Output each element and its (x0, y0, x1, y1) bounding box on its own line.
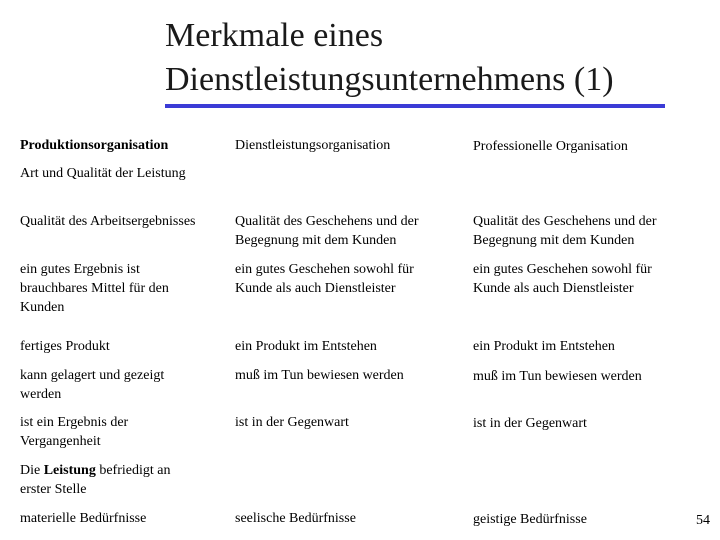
title-line-1: Merkmale eines (165, 17, 384, 54)
row-2-professionell: ein gutes Geschehen sowohl für Kunde als auch Dienstleister (473, 262, 652, 296)
section2-bold-word: Leistung (43, 463, 96, 478)
page-number: 54 (696, 513, 710, 528)
slide-title (165, 14, 614, 102)
section-label-leistung-befriedigt (20, 461, 200, 499)
title-underline (165, 104, 665, 108)
section2-prefix: Die (20, 463, 44, 478)
row-4-dienstleistung: muß im Tun bewiesen werden (235, 368, 404, 383)
row-4-professionell: muß im Tun bewiesen werden (473, 369, 642, 384)
row-2-dienstleistung: ein gutes Geschehen sowohl für Kunde als auch Dienstleister (235, 262, 414, 296)
section-label-art-und-qualitaet: Art und Qualität der Leistung (20, 166, 186, 181)
row-4-produktion: kann gelagert und gezeigt werden (20, 368, 165, 402)
row-6-dienstleistung: seelische Bedürfnisse (235, 511, 356, 526)
row-5-produktion: ist ein Ergebnis der Vergangenheit (20, 415, 129, 449)
row-6-produktion: materielle Bedürfnisse (20, 511, 147, 526)
row-1-professionell: Qualität des Geschehens und der Begegnung mit dem Kunden (473, 214, 657, 248)
row-5-dienstleistung: ist in der Gegenwart (235, 415, 349, 430)
header-professionelle-organisation: Professionelle Organisation (473, 139, 628, 154)
row-3-dienstleistung: ein Produkt im Entstehen (235, 339, 377, 354)
header-dienstleistungsorganisation: Dienstleistungsorganisation (235, 138, 391, 153)
row-6-professionell: geistige Bedürfnisse (473, 512, 587, 527)
title-line-2: Dienstleistungsunternehmens (1) (165, 61, 614, 98)
row-2-produktion: ein gutes Ergebnis ist brauchbares Mittel für den Kunden (20, 262, 169, 315)
row-1-produktion: Qualität des Arbeitsergebnisses (20, 214, 196, 229)
row-3-professionell: ein Produkt im Entstehen (473, 339, 615, 354)
header-produktionsorganisation: Produktionsorganisation (20, 138, 169, 153)
row-1-dienstleistung: Qualität des Geschehens und der Begegnung mit dem Kunden (235, 214, 419, 248)
section2-suffix: befriedigt an erster Stelle (20, 463, 171, 497)
row-3-produktion: fertiges Produkt (20, 339, 110, 354)
row-5-professionell: ist in der Gegenwart (473, 416, 587, 431)
